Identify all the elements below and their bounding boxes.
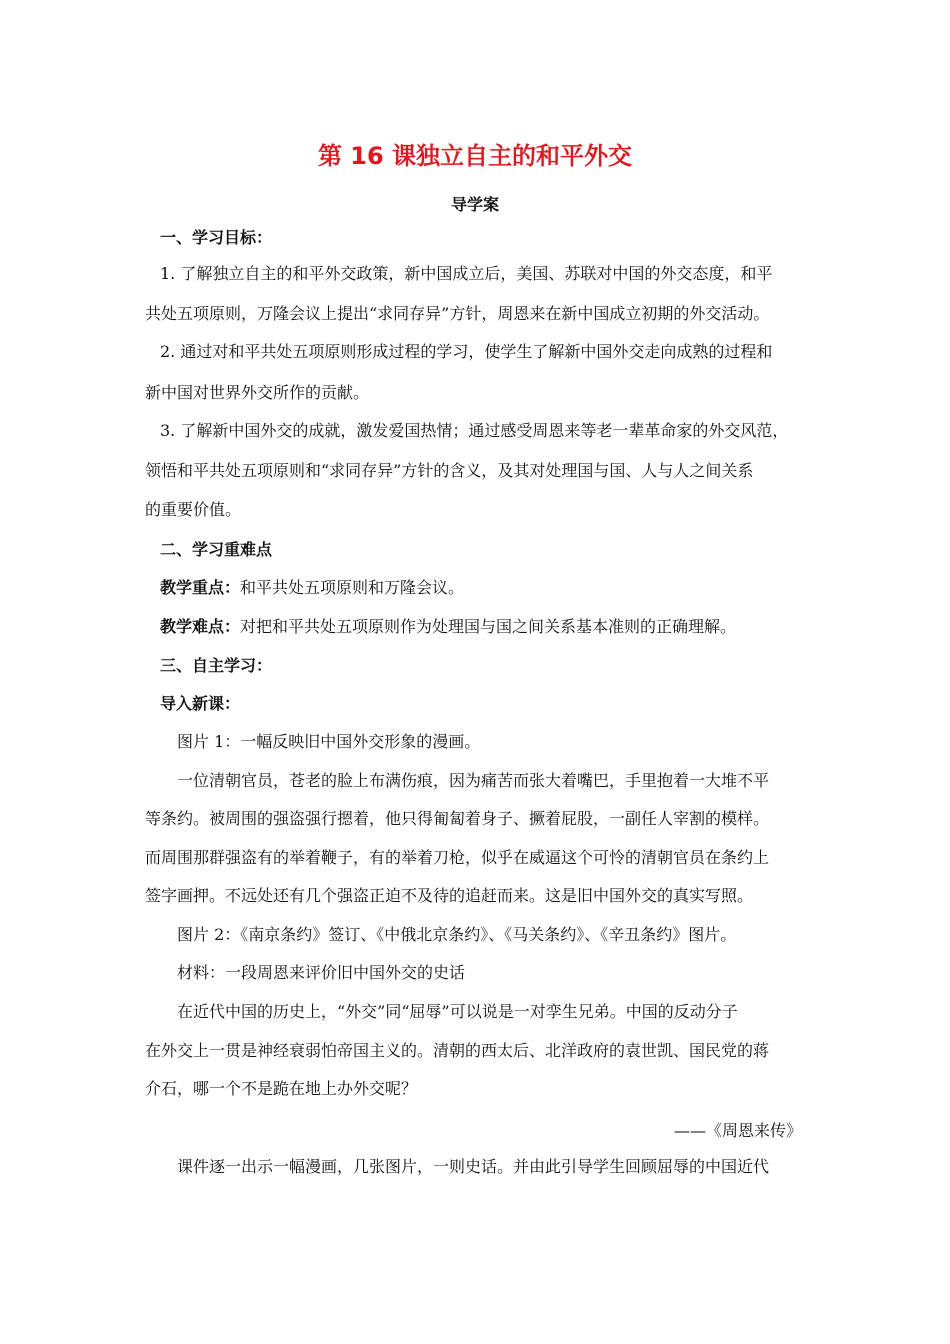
goal-3-line-1: 3. 了解新中国外交的成就，激发爱国热情；通过感受周恩来等老一辈革命家的外交风范， <box>160 421 789 440</box>
lesson-subtitle: 导学案 <box>450 195 499 214</box>
closing-line: 课件逐一出示一幅漫画，几张图片，一则史话。并由此引导学生回顾屈辱的中国近代 <box>177 1157 770 1176</box>
quote-line-3: 介石，哪一个不是跪在地上办外交呢？ <box>145 1079 418 1098</box>
material-caption: 材料：一段周恩来评价旧中国外交的史话 <box>177 963 466 982</box>
goal-2-line-2: 新中国对世界外交所作的贡献。 <box>145 383 370 402</box>
section-heading-self-study: 三、自主学习： <box>160 656 273 675</box>
goal-1-line-1: 1. 了解独立自主的和平外交政策，新中国成立后，美国、苏联对中国的外交态度，和平 <box>160 264 773 283</box>
cartoon-desc-line-2: 等条约。被周围的强盗强行摁着，他只得匍匐着身子、撅着屁股，一副任人宰割的模样。 <box>145 809 770 828</box>
quote-source: ——《周恩来传》 <box>673 1121 802 1140</box>
key-point-text: 和平共处五项原则和万隆会议。 <box>240 578 465 597</box>
quote-line-2: 在外交上一贯是神经衰弱怕帝国主义的。清朝的西太后、北洋政府的袁世凯、国民党的蒋 <box>145 1041 770 1060</box>
goal-2-line-1: 2. 通过对和平共处五项原则形成过程的学习，使学生了解新中国外交走向成熟的过程和 <box>160 342 773 361</box>
lesson-title: 第 16 课独立自主的和平外交 <box>317 142 633 170</box>
intro-label: 导入新课： <box>160 694 241 713</box>
goal-3-line-3: 的重要价值。 <box>145 500 242 519</box>
cartoon-desc-line-4: 签字画押。不远处还有几个强盗正迫不及待的追赶而来。这是旧中国外交的真实写照。 <box>145 886 754 905</box>
difficulty-text: 对把和平共处五项原则作为处理国与国之间关系基本准则的正确理解。 <box>240 617 737 636</box>
picture-1-caption: 图片 1：一幅反映旧中国外交形象的漫画。 <box>177 732 481 751</box>
quote-line-1: 在近代中国的历史上，“外交”同“屈辱”可以说是一对孪生兄弟。中国的反动分子 <box>177 1002 738 1021</box>
goal-3-line-2: 领悟和平共处五项原则和“求同存异”方针的含义，及其对处理国与国、人与人之间关系 <box>145 461 754 480</box>
cartoon-desc-line-1: 一位清朝官员，苍老的脸上布满伤痕，因为痛苦而张大着嘴巴，手里抱着一大堆不平 <box>177 771 770 790</box>
section-heading-key-points: 二、学习重难点 <box>160 540 273 559</box>
key-point-label: 教学重点： <box>160 578 241 597</box>
key-point-line <box>160 578 464 598</box>
picture-2-caption: 图片 2：《南京条约》签订、《中俄北京条约》、《马关条约》、《辛丑条约》图片。 <box>177 925 737 944</box>
difficulty-line <box>160 617 736 637</box>
section-heading-goals: 一、学习目标： <box>160 228 273 247</box>
difficulty-label: 教学难点： <box>160 617 241 636</box>
cartoon-desc-line-3: 而周围那群强盗有的举着鞭子，有的举着刀枪，似乎在威逼这个可怜的清朝官员在条约上 <box>145 848 770 867</box>
goal-1-line-2: 共处五项原则，万隆会议上提出“求同存异”方针，周恩来在新中国成立初期的外交活动。 <box>145 304 770 323</box>
